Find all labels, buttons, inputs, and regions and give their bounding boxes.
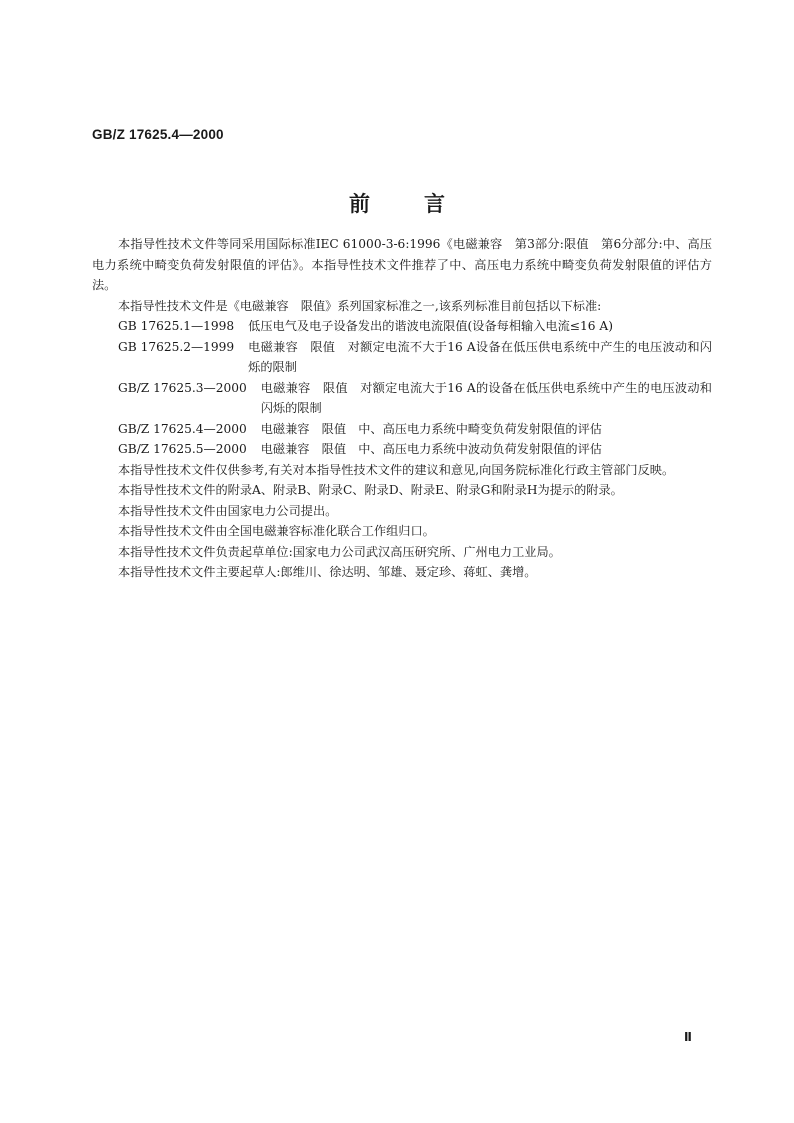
responsible-body-paragraph: 本指导性技术文件由全国电磁兼容标准化联合工作组归口。 — [118, 524, 435, 538]
standard-list-item — [92, 439, 712, 460]
standard-list-item — [92, 316, 712, 337]
standard-title: 电磁兼容 限值 对额定电流大于16 A的设备在低压供电系统中产生的电压波动和闪烁的限制 — [260, 380, 712, 415]
standard-title: 电磁兼容 限值 对额定电流不大于16 A设备在低压供电系统中产生的电压波动和闪烁的限制 — [248, 339, 712, 374]
drafters-paragraph: 本指导性技术文件主要起草人:郎维川、徐达明、邹雄、聂定珍、蒋虹、龚增。 — [118, 565, 537, 579]
standard-title: 电磁兼容 限值 中、高压电力系统中波动负荷发射限值的评估 — [260, 442, 602, 456]
standard-list-item — [92, 419, 712, 440]
page-title: 前言 — [349, 192, 499, 216]
standard-code: GB 17625.2—1999 — [118, 339, 235, 354]
appendix-note-paragraph: 本指导性技术文件的附录A、附录B、附录C、附录D、附录E、附录G和附录H为提示的附录。 — [118, 483, 623, 497]
standard-code: GB/Z 17625.4—2000 — [118, 421, 247, 436]
standard-list-item — [92, 378, 712, 419]
page-number: Ⅱ — [684, 1030, 692, 1044]
standard-title: 电磁兼容 限值 中、高压电力系统中畸变负荷发射限值的评估 — [260, 421, 602, 436]
standard-code: GB/Z 17625.3—2000 — [118, 380, 247, 395]
standard-code: GB/Z 17625.5—2000 — [118, 442, 247, 456]
drafting-units-paragraph: 本指导性技术文件负责起草单位:国家电力公司武汉高压研究所、广州电力工业局。 — [118, 544, 561, 559]
intro-paragraph-2: 本指导性技术文件是《电磁兼容 限值》系列国家标准之一,该系列标准目前包括以下标准: — [118, 298, 602, 313]
proposer-paragraph: 本指导性技术文件由国家电力公司提出。 — [118, 503, 338, 518]
document-code: GB/Z 17625.4—2000 — [92, 127, 224, 142]
standard-list-item — [92, 337, 712, 378]
foreword-body — [92, 234, 712, 583]
intro-paragraph-1: 本指导性技术文件等同采用国际标准IEC 61000-3-6:1996《电磁兼容 第3部分:限值 第6分部分:中、高压电力系统中畸变负荷发射限值的评估》。本指导性技术文件推荐了中、高压电力系统中畸变负荷发射限值的评估方法。 — [92, 237, 712, 292]
standard-title: 低压电气及电子设备发出的谐波电流限值(设备每相输入电流≤16 A) — [248, 319, 613, 333]
reference-note-paragraph: 本指导性技术文件仅供参考,有关对本指导性技术文件的建议和意见,向国务院标准化行政主管部门反映。 — [118, 462, 675, 477]
standard-code: GB 17625.1—1998 — [118, 319, 235, 333]
